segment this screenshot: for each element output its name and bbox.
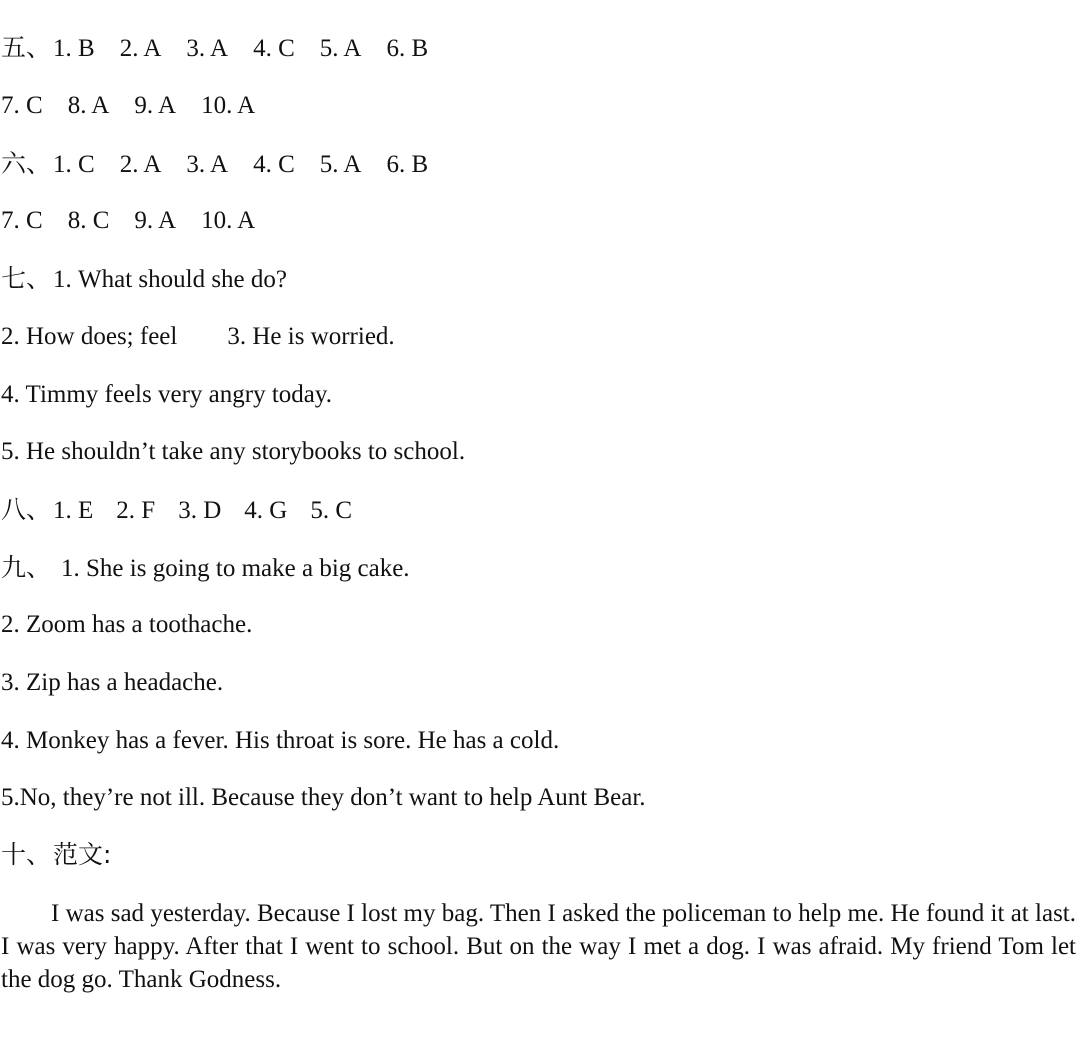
answer-item: 9. A: [134, 92, 177, 119]
answer-item: 3. A: [186, 35, 229, 62]
answer-item: 9. A: [134, 207, 177, 234]
section-nine-mark: 九、: [1, 553, 52, 582]
answer-item: 10. A: [201, 92, 256, 119]
answer-item: 4. C: [253, 35, 295, 62]
section-nine-row-2: [1, 610, 252, 640]
section-six-mark: 六、: [1, 149, 52, 178]
section-seven-row-1: [1, 264, 287, 295]
section-nine-row-3: [1, 668, 223, 698]
section-ten-mark: 十、: [1, 840, 52, 869]
section-five-row-2: [1, 91, 255, 121]
answer-item: 1. B: [53, 35, 95, 62]
answer-text: 5.No, they’re not ill. Because they don’t want to help Aunt Bear.: [1, 784, 646, 811]
section-nine-row-5: [1, 783, 646, 813]
answer-text: 4. Timmy feels very angry today.: [1, 381, 332, 408]
answer-item: 10. A: [201, 207, 256, 234]
answer-text: 1. What should she do?: [53, 266, 287, 293]
section-eight-mark: 八、: [1, 495, 52, 524]
section-nine-row-1: [1, 553, 410, 584]
answer-item: 2. F: [116, 497, 156, 524]
answer-text: 2. How does; feel: [1, 323, 178, 350]
answer-item: 1. E: [53, 497, 94, 524]
section-seven-row-2: [1, 322, 395, 352]
answer-text: 3. Zip has a headache.: [1, 669, 224, 696]
answer-item: 6. B: [386, 35, 429, 62]
section-five-row-1: [1, 33, 428, 64]
section-five-mark: 五、: [1, 33, 52, 62]
answer-item: 3. D: [178, 497, 222, 524]
answer-text: 1. She is going to make a big cake.: [61, 555, 410, 582]
answer-item: 4. G: [244, 497, 288, 524]
section-seven-mark: 七、: [1, 264, 52, 293]
answer-text: 5. He shouldn’t take any storybooks to school.: [1, 438, 466, 465]
section-eight-row-1: [1, 495, 352, 526]
section-six-row-1: [1, 149, 428, 180]
answer-item: 6. B: [386, 151, 429, 178]
section-six-row-2: [1, 206, 255, 236]
answer-item: 7. C: [1, 92, 43, 119]
answer-item: 7. C: [1, 207, 43, 234]
answer-item: 2. A: [119, 35, 162, 62]
answer-item: 5. A: [319, 35, 362, 62]
section-ten-heading: [1, 840, 113, 871]
answer-item: 8. A: [67, 92, 110, 119]
model-essay-label: 范文:: [53, 840, 112, 869]
answer-text: 3. He is worried.: [227, 323, 395, 350]
answer-item: 8. C: [67, 207, 110, 234]
answer-item: 5. A: [319, 151, 362, 178]
model-essay: I was sad yesterday. Because I lost my bag. Then I asked the policeman to help me. He found it at last. I was very happy. After that I went to school. But on the way I met a dog. I was afraid. My friend Tom let the dog go. Thank Godness.: [1, 900, 1076, 993]
answer-text: 2. Zoom has a toothache.: [1, 611, 253, 638]
section-seven-row-4: [1, 380, 332, 410]
answer-item: 5. C: [310, 497, 353, 524]
answer-text: 4. Monkey has a fever. His throat is sore. He has a cold.: [1, 727, 560, 754]
section-seven-row-5: [1, 437, 465, 467]
answer-item: 4. C: [253, 151, 295, 178]
section-nine-row-4: [1, 726, 559, 756]
answer-item: 1. C: [53, 151, 95, 178]
answer-item: 2. A: [119, 151, 162, 178]
answer-item: 3. A: [186, 151, 229, 178]
